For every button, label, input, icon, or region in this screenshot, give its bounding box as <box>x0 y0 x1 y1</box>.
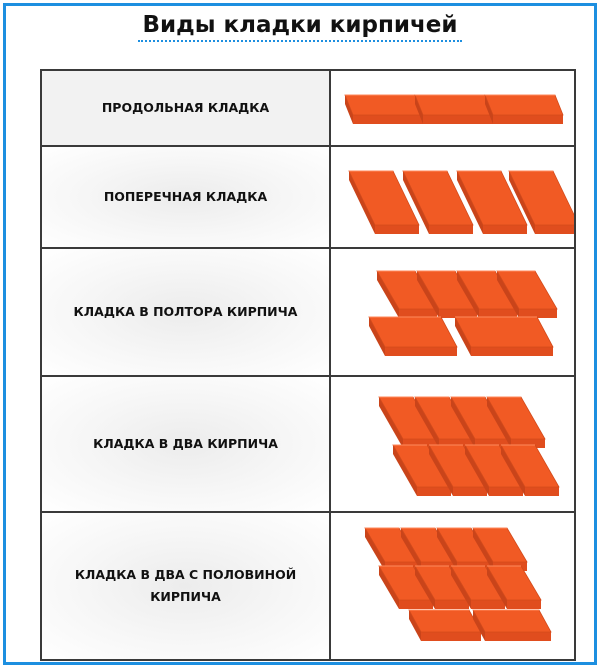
two-and-half-brick-illustration <box>329 513 574 659</box>
row-label: КЛАДКА В ДВА С ПОЛОВИНОЙ КИРПИЧА <box>74 567 297 604</box>
row-label-cell <box>42 377 331 511</box>
row-label-cell <box>42 71 331 145</box>
row-illustration <box>329 377 574 511</box>
header-bond-illustration <box>329 147 574 247</box>
brick <box>473 610 551 641</box>
row-illustration <box>329 513 574 659</box>
row-illustration <box>329 147 574 247</box>
row-label-cell <box>42 513 331 659</box>
table-row <box>42 513 574 659</box>
row-label-cell <box>42 249 331 375</box>
one-and-half-brick-illustration <box>329 249 574 375</box>
two-brick-illustration <box>329 377 574 511</box>
title-bar <box>6 12 594 42</box>
brick <box>415 95 493 124</box>
brick <box>485 95 563 124</box>
frame <box>3 3 597 665</box>
row-illustration <box>329 71 574 145</box>
stretcher-bond-illustration <box>329 71 574 145</box>
page-title: Виды кладки кирпичей <box>138 12 461 42</box>
table-row <box>42 249 574 377</box>
row-label-cell <box>42 147 331 247</box>
table-row <box>42 377 574 513</box>
table-row <box>42 147 574 249</box>
row-label: ПРОДОЛЬНАЯ КЛАДКА <box>101 100 270 115</box>
row-label: ПОПЕРЕЧНАЯ КЛАДКА <box>103 189 268 204</box>
brick <box>369 317 457 356</box>
table-row <box>42 71 574 147</box>
brick <box>345 95 423 124</box>
row-label: КЛАДКА В ПОЛТОРА КИРПИЧА <box>73 304 298 319</box>
row-label: КЛАДКА В ДВА КИРПИЧА <box>93 436 278 451</box>
masonry-table <box>40 69 576 661</box>
row-illustration <box>329 249 574 375</box>
brick <box>409 610 481 641</box>
brick <box>455 317 553 356</box>
